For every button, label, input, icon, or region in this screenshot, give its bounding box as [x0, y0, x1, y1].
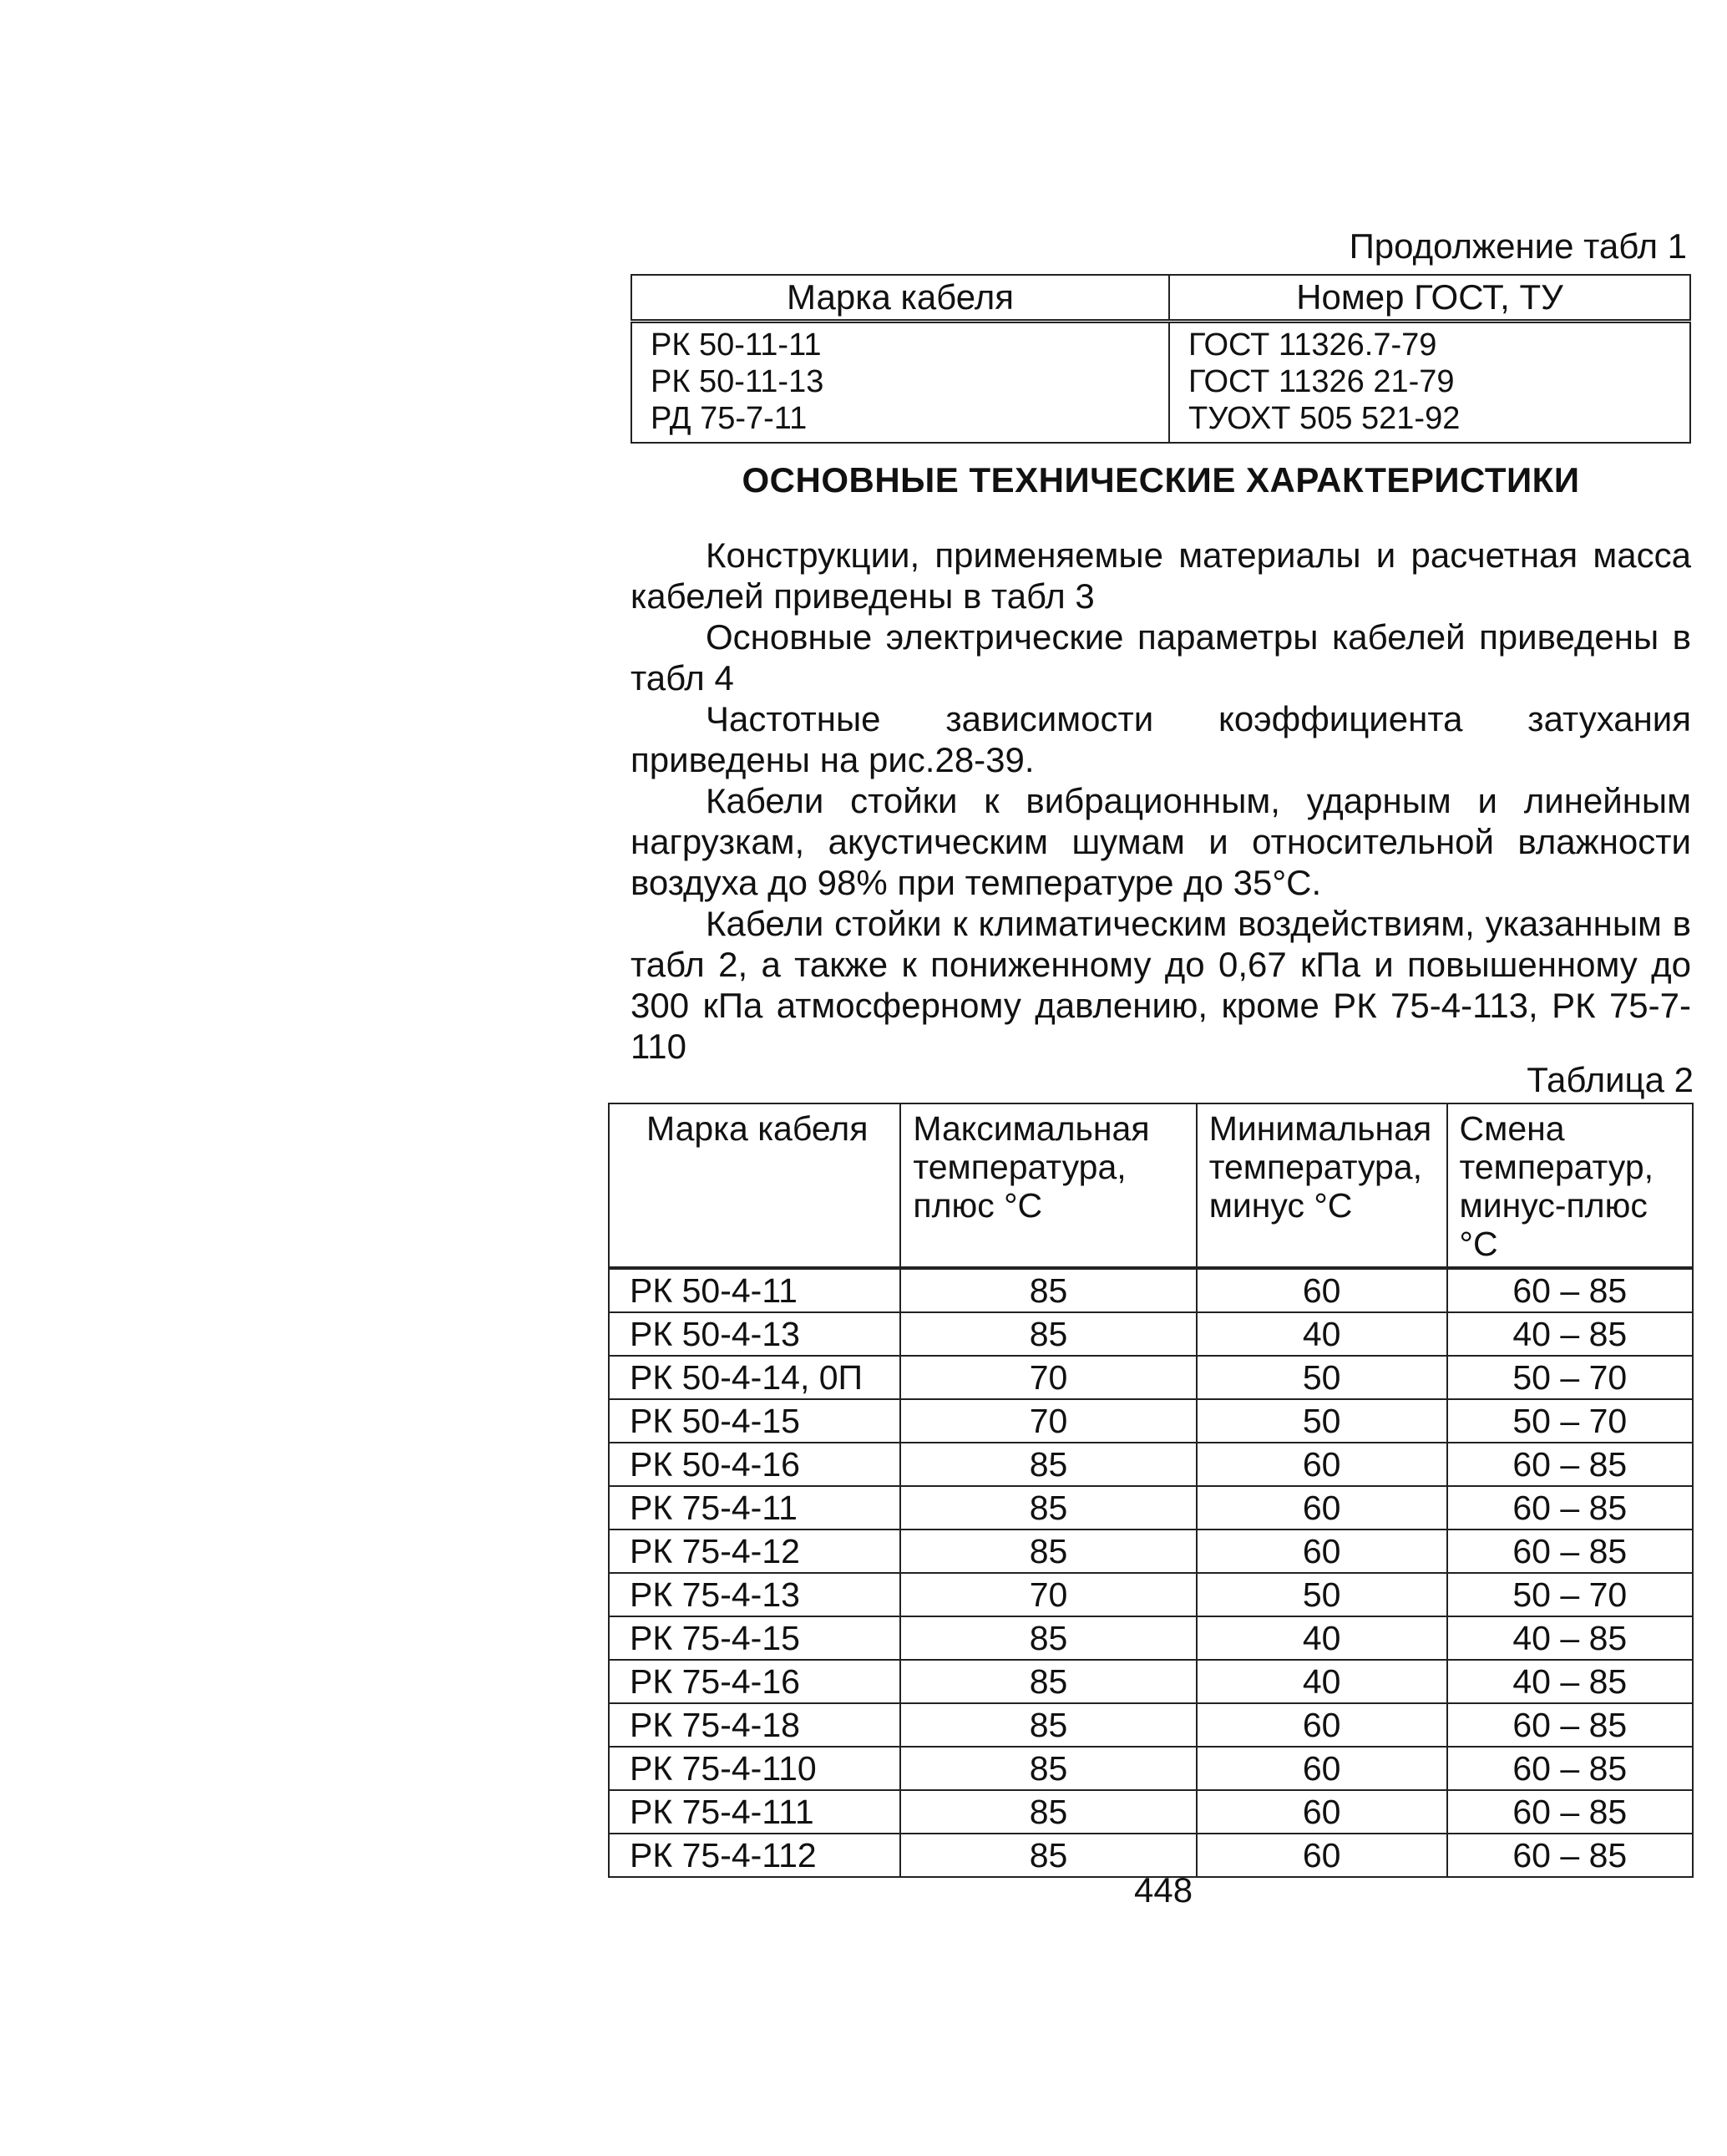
page-number: 448: [1134, 1870, 1193, 1910]
table-row: [609, 1703, 1693, 1747]
paragraph: Кабели стойки к вибрационным, ударным и линейным нагрузкам, акустическим шумам и относительной влажности воздуха до 98% при температуре до 35°С.: [631, 781, 1691, 902]
standard-value: ГОСТ 11326.7-79: [1188, 327, 1437, 363]
min-temp-cell: 50: [1197, 1356, 1447, 1399]
max-temp-cell: 70: [900, 1573, 1196, 1616]
table2-caption: Таблица 2: [1527, 1060, 1694, 1099]
max-temp-cell: 85: [900, 1747, 1196, 1790]
max-temp-cell: 85: [900, 1268, 1196, 1312]
table-header-row: [609, 1103, 1693, 1268]
table-row: [609, 1616, 1693, 1660]
table-row: [609, 1790, 1693, 1834]
min-temp-cell: 60: [1197, 1790, 1447, 1834]
brand-cell: РК 75-4-111: [609, 1790, 900, 1834]
temp-change-cell: 60 – 85: [1447, 1834, 1693, 1877]
temperature-table: [608, 1103, 1694, 1878]
min-temp-cell: 60: [1197, 1834, 1447, 1877]
column-header-temperature-change: Смена температур, минус-плюс °С: [1447, 1103, 1693, 1268]
table-row: [609, 1573, 1693, 1616]
brand-cell: РК 75-4-110: [609, 1747, 900, 1790]
standard-cell: [1169, 322, 1690, 444]
temp-change-cell: 60 – 85: [1447, 1790, 1693, 1834]
max-temp-cell: 85: [900, 1529, 1196, 1573]
min-temp-cell: 60: [1197, 1486, 1447, 1529]
temp-change-cell: 40 – 85: [1447, 1660, 1693, 1703]
brand-cell: РК 75-4-12: [609, 1529, 900, 1573]
brand-cell: РК 50-4-16: [609, 1443, 900, 1486]
min-temp-cell: 40: [1197, 1616, 1447, 1660]
standard-value: ТУОХТ 505 521-92: [1188, 401, 1461, 436]
table-row: [609, 1268, 1693, 1312]
max-temp-cell: 70: [900, 1399, 1196, 1443]
brand-cell: РК 75-4-16: [609, 1660, 900, 1703]
temp-change-cell: 60 – 85: [1447, 1486, 1693, 1529]
brand-cell: РК 50-4-14, 0П: [609, 1356, 900, 1399]
brand-value: РК 50-11-13: [651, 364, 824, 399]
max-temp-cell: 85: [900, 1616, 1196, 1660]
min-temp-cell: 60: [1197, 1529, 1447, 1573]
table-row: [609, 1399, 1693, 1443]
column-header-cable-brand: Марка кабеля: [609, 1103, 900, 1268]
temp-change-cell: 60 – 85: [1447, 1529, 1693, 1573]
table-row: [609, 1529, 1693, 1573]
max-temp-cell: 85: [900, 1703, 1196, 1747]
max-temp-cell: 85: [900, 1486, 1196, 1529]
temp-change-cell: 40 – 85: [1447, 1616, 1693, 1660]
min-temp-cell: 40: [1197, 1312, 1447, 1356]
section-heading: ОСНОВНЫЕ ТЕХНИЧЕСКИЕ ХАРАКТЕРИСТИКИ: [742, 460, 1580, 500]
temp-change-cell: 50 – 70: [1447, 1356, 1693, 1399]
min-temp-cell: 50: [1197, 1573, 1447, 1616]
table-row: [609, 1443, 1693, 1486]
column-header-max-temperature: Максимальная температура, плюс °С: [900, 1103, 1196, 1268]
temp-change-cell: 60 – 85: [1447, 1703, 1693, 1747]
temp-change-cell: 60 – 85: [1447, 1443, 1693, 1486]
brand-value: РК 50-11-11: [651, 327, 822, 363]
temp-change-cell: 50 – 70: [1447, 1573, 1693, 1616]
brand-cell: РК 75-4-15: [609, 1616, 900, 1660]
table-row: [609, 1312, 1693, 1356]
table-header-row: [631, 275, 1690, 322]
min-temp-cell: 60: [1197, 1703, 1447, 1747]
column-header-min-temperature: Минимальная температура, минус °С: [1197, 1103, 1447, 1268]
max-temp-cell: 85: [900, 1312, 1196, 1356]
brand-cell: РК 75-4-18: [609, 1703, 900, 1747]
min-temp-cell: 60: [1197, 1268, 1447, 1312]
brand-cell: РК 75-4-11: [609, 1486, 900, 1529]
min-temp-cell: 60: [1197, 1747, 1447, 1790]
cable-standards-table: [631, 274, 1691, 444]
brand-cell: РК 50-4-13: [609, 1312, 900, 1356]
paragraph: Основные электрические параметры кабелей приведены в табл 4: [631, 617, 1691, 698]
column-header-standard: Номер ГОСТ, ТУ: [1169, 275, 1690, 322]
column-header-cable-brand: Марка кабеля: [631, 275, 1169, 322]
brand-value: РД 75-7-11: [651, 401, 808, 436]
temp-change-cell: 40 – 85: [1447, 1312, 1693, 1356]
paragraph: Кабели стойки к климатическим воздействиям, указанным в табл 2, а также к пониженному до 0,67 кПа и повышенному до 300 кПа атмосферному давлению, кроме РК 75-4-113, РК 75-7-110: [631, 904, 1691, 1066]
temp-change-cell: 50 – 70: [1447, 1399, 1693, 1443]
paragraph: Частотные зависимости коэффициента затухания приведены на рис.28-39.: [631, 699, 1691, 779]
table-row: [631, 322, 1690, 444]
min-temp-cell: 60: [1197, 1443, 1447, 1486]
standard-value: ГОСТ 11326 21-79: [1188, 364, 1455, 399]
brand-cell: РК 75-4-13: [609, 1573, 900, 1616]
table-row: [609, 1747, 1693, 1790]
max-temp-cell: 85: [900, 1834, 1196, 1877]
min-temp-cell: 40: [1197, 1660, 1447, 1703]
brand-cell: РК 75-4-112: [609, 1834, 900, 1877]
paragraph: Конструкции, применяемые материалы и расчетная масса кабелей приведены в табл 3: [631, 535, 1691, 616]
max-temp-cell: 85: [900, 1660, 1196, 1703]
table-row: [609, 1660, 1693, 1703]
table-row: [609, 1356, 1693, 1399]
brand-cell: [631, 322, 1169, 444]
min-temp-cell: 50: [1197, 1399, 1447, 1443]
max-temp-cell: 85: [900, 1443, 1196, 1486]
table1-caption: Продолжение табл 1: [1349, 226, 1687, 266]
body-text: [631, 535, 1691, 1067]
table-row: [609, 1486, 1693, 1529]
max-temp-cell: 70: [900, 1356, 1196, 1399]
brand-cell: РК 50-4-15: [609, 1399, 900, 1443]
max-temp-cell: 85: [900, 1790, 1196, 1834]
temp-change-cell: 60 – 85: [1447, 1268, 1693, 1312]
brand-cell: РК 50-4-11: [609, 1268, 900, 1312]
temp-change-cell: 60 – 85: [1447, 1747, 1693, 1790]
